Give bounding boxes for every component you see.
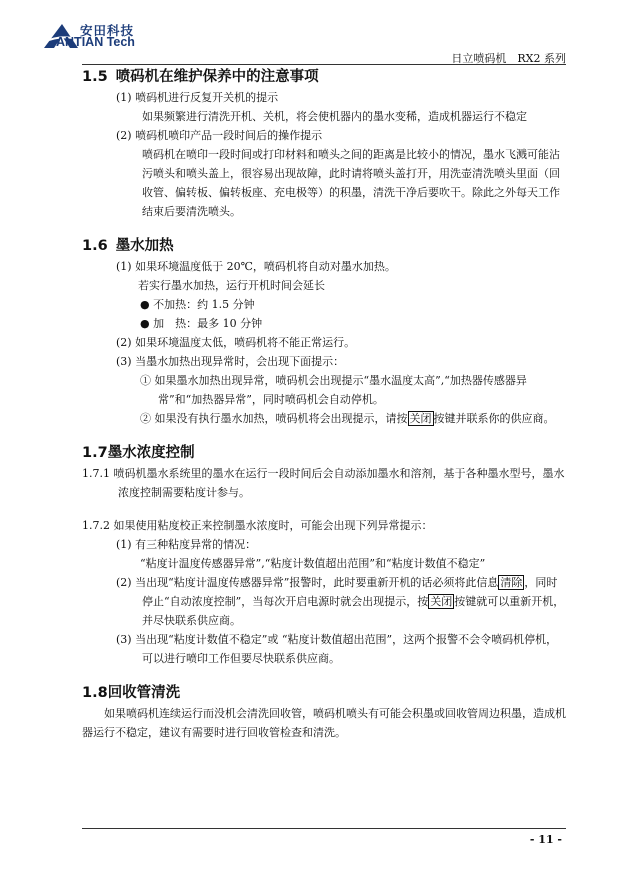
list-item (82, 88, 568, 107)
clear-key-label: 清除 (500, 576, 523, 589)
subsection-paragraph (82, 516, 568, 535)
item-text: 当出现“粘度计数值不稳定”或 “粘度计数值超出范围”，这两个报警不会令喷码机停机，可以进行喷印工作但要尽快联系供应商。 (135, 633, 558, 665)
item-text: 如果没有执行墨水加热，喷码机将会出现提示，请按 (154, 412, 408, 425)
list-item (82, 352, 568, 371)
list-item (82, 333, 568, 352)
item-text: 如果环境温度低于 20℃，喷码机将自动对墨水加热。 (135, 260, 396, 273)
item-label: (1) (116, 538, 132, 551)
item-text: ，同时停止“自动浓度控制”，当每次开启电源时就会出现提示，按 (142, 576, 558, 608)
bullet-icon: ● (140, 298, 150, 311)
bullet-icon: ● (140, 317, 150, 330)
bullet-item (82, 314, 568, 333)
subsection-paragraph (82, 464, 568, 502)
section-title: 喷码机在维护保养中的注意事项 (115, 69, 319, 85)
section-number: 1.6 (82, 238, 108, 254)
section-number: 1.5 (82, 69, 108, 85)
circled-number: ② (140, 412, 151, 425)
logo-text-cn: 安田科技 (80, 23, 135, 38)
paragraph: 喷码机在喷印一段时间或打印材料和喷头之间的距离是比较小的情况，墨水飞溅可能沾污喷头和喷头盖上，很容易出现故障，此时请将喷头盖打开，用洗壶清洗喷头里面（回收管、偏转板、偏转板座、充电极等）的积墨，清洗干净后要吹干。除此之外每天工作结束后要清洗喷头。 (142, 148, 560, 218)
item-label: (3) (116, 355, 132, 368)
bullet-text: 不加热：约 1.5 分钟 (153, 298, 255, 311)
list-item (82, 630, 568, 668)
paragraph: 如果喷码机连续运行而没机会清洗回收管，喷码机喷头有可能会积墨或回收管周边积墨，造成机器运行不稳定，建议有需要时进行回收管检查和清洗。 (82, 707, 566, 739)
page-content (82, 66, 568, 742)
section-1-6-heading (82, 235, 568, 257)
paragraph: “粘度计温度传感器异常”,“粘度计数值超出范围”和“粘度计数值不稳定” (140, 557, 486, 570)
item-label: (3) (116, 633, 132, 646)
section-number: 1.7 (82, 445, 108, 461)
paragraph-text: 喷码机墨水系统里的墨水在运行一段时间后会自动添加墨水和溶剂，基于各种墨水型号，墨水浓度控制需要粘度计参与。 (113, 467, 565, 499)
close-key-label: 关闭 (430, 595, 453, 608)
logo-text-en: ANTIAN Tech (56, 35, 135, 49)
circled-number: ① (140, 374, 151, 387)
subsection-number: 1.7.1 (82, 467, 110, 480)
item-text: 有三种粘度异常的情况： (135, 538, 257, 551)
item-label: (1) (116, 91, 132, 104)
header-divider (82, 64, 566, 65)
item-text: 按键并联系你的供应商。 (433, 412, 555, 425)
item-text: 当出现“粘度计温度传感器异常”报警时，此时要重新开机的话必须将此信息 (135, 576, 499, 589)
list-item (82, 535, 568, 554)
list-item (82, 126, 568, 145)
circled-item (82, 371, 568, 409)
item-text: 按键就可以重新开机，并尽快联系供应商。 (142, 595, 565, 627)
item-text: 当墨水加热出现异常时，会出现下面提示： (135, 355, 345, 368)
section-title: 墨水浓度控制 (107, 445, 195, 461)
section-title: 墨水加热 (115, 238, 174, 254)
list-item (82, 573, 568, 630)
item-text: 如果环境温度太低，喷码机将不能正常运行。 (135, 336, 356, 349)
paragraph: 若实行墨水加热，运行开机时间会延长 (138, 279, 325, 292)
footer-divider (82, 828, 566, 829)
item-title: 喷码机进行反复开关机的提示 (135, 91, 279, 104)
close-key-label: 关闭 (409, 412, 432, 425)
paragraph: 如果频繁进行清洗开机、关机，将会使机器内的墨水变稀，造成机器运行不稳定 (142, 110, 527, 123)
item-text: 如果墨水加热出现异常，喷码机会出现提示“墨水温度太高”,“加热器传感器异常”和“加热器异常”，同时喷码机会自动停机。 (154, 374, 527, 406)
list-item (82, 257, 568, 276)
company-logo (42, 20, 152, 50)
section-title: 回收管清洗 (107, 685, 181, 701)
item-label: (2) (116, 129, 132, 142)
item-title: 喷码机喷印产品一段时间后的操作提示 (135, 129, 323, 142)
section-1-5-heading (82, 66, 568, 88)
section-1-7-heading (82, 442, 568, 464)
item-label: (2) (116, 576, 132, 589)
page-number: - 11 - (529, 833, 562, 846)
document-title: 日立喷码机 RX2 系列 (451, 52, 566, 65)
section-1-8-heading (82, 682, 568, 704)
section-number: 1.8 (82, 685, 108, 701)
item-label: (1) (116, 260, 132, 273)
bullet-text: 加 热：最多 10 分钟 (153, 317, 263, 330)
paragraph-text: 如果使用粘度校正来控制墨水浓度时，可能会出现下列异常提示： (113, 519, 433, 532)
item-label: (2) (116, 336, 132, 349)
subsection-number: 1.7.2 (82, 519, 110, 532)
bullet-item (82, 295, 568, 314)
circled-item (82, 409, 568, 428)
